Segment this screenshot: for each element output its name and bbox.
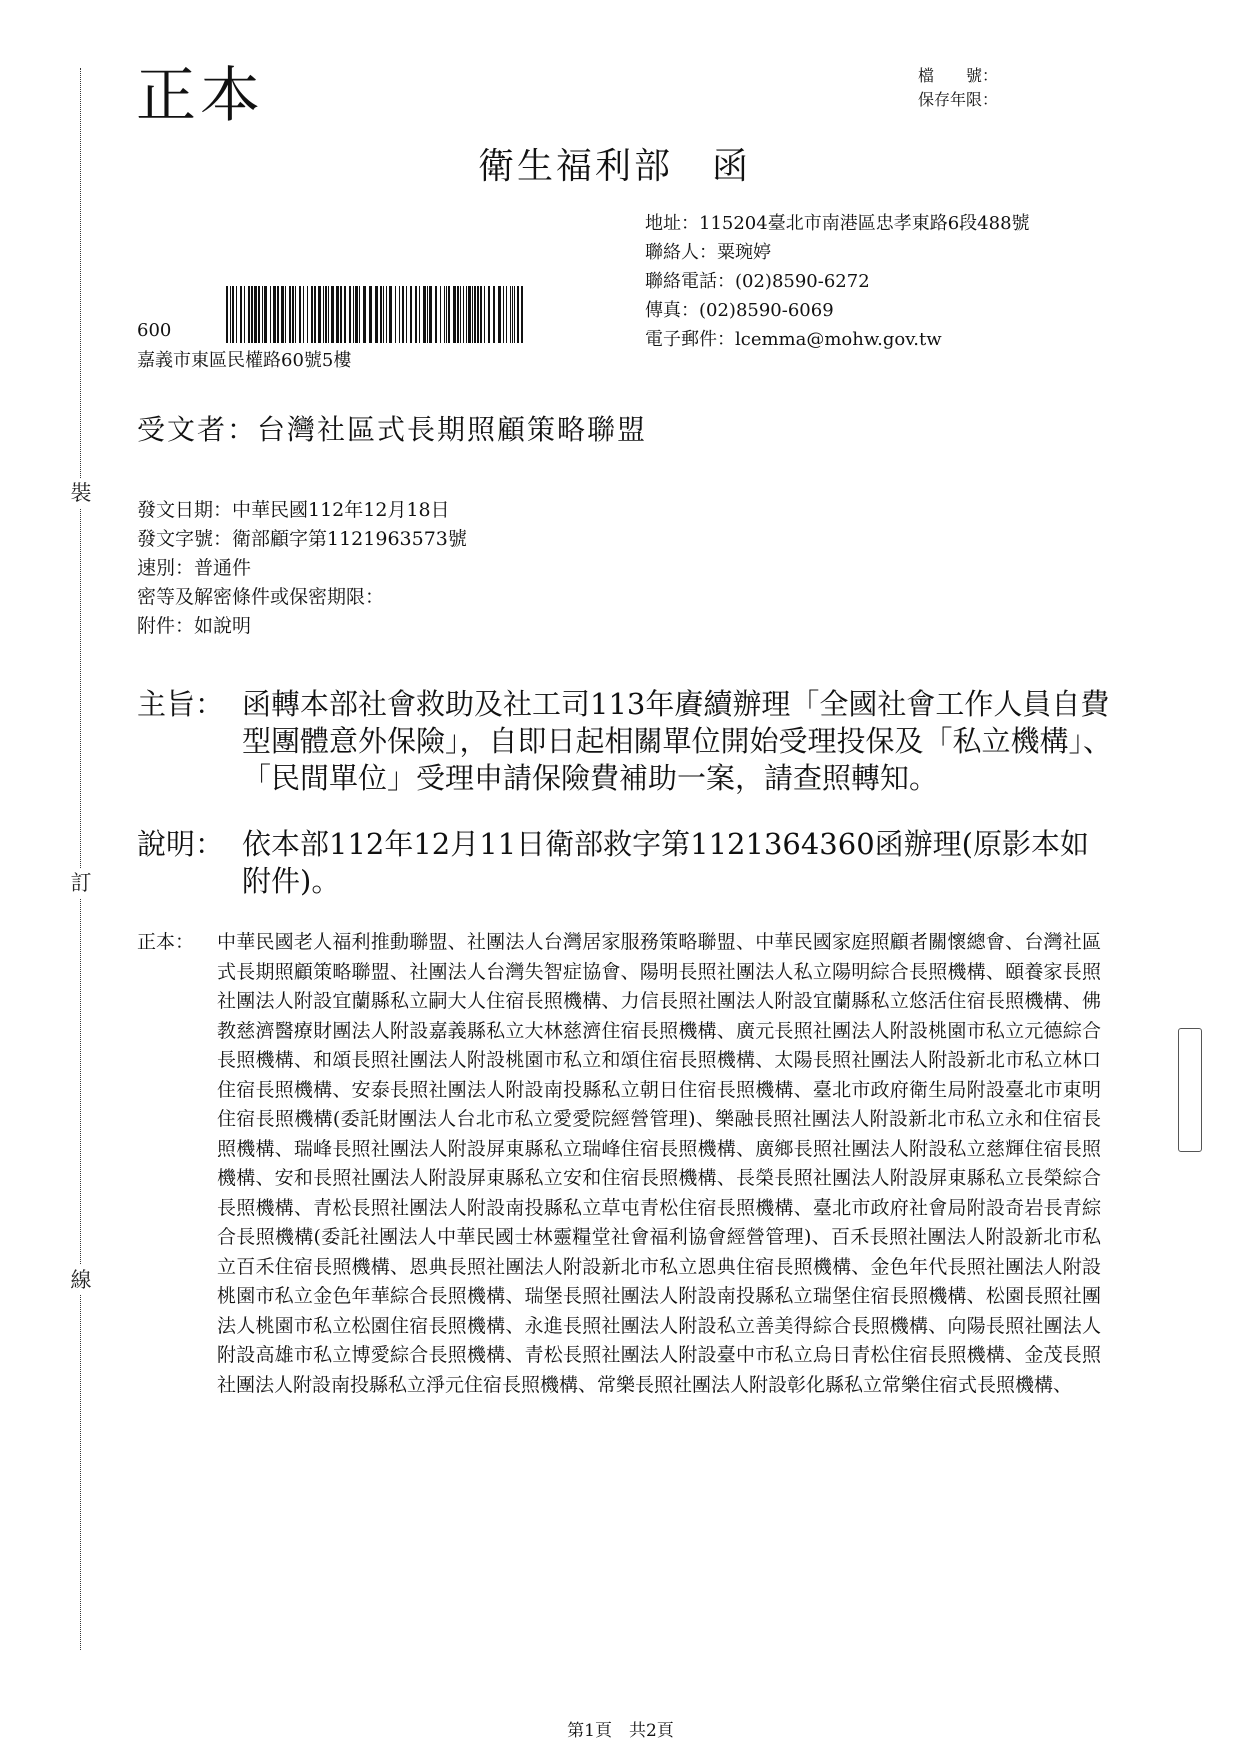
- contact-person: 聯絡人：粟琬婷: [645, 242, 771, 263]
- subject-text: 函轉本部社會救助及社工司113年賡續辦理「全國社會工作人員自費型團體意外保險」，自即日起相關單位開始受理投保及「私立機構」、「民間單位」受理申請保險費補助一案，請查照轉知。: [242, 687, 1113, 795]
- original-copy-list: 中華民國老人福利推動聯盟、社團法人台灣居家服務策略聯盟、中華民國家庭照顧者關懷總會、台灣社區式長期照顧策略聯盟、社團法人台灣失智症協會、陽明長照社團法人私立陽明綜合長照機構、頤養家長照社團法人附設宜蘭縣私立嗣大人住宿長照機構、力信長照社團法人附設宜蘭縣私立悠活住宿長照機構、佛教慈濟醫療財團法人附設嘉義縣私立大林慈濟住宿長照機構、廣元長照社團法人附設桃園市私立元德綜合長照機構、和頌長照社團法人附設桃園市私立和頌住宿長照機構、太陽長照社團法人附設新北市私立林口住宿長照機構、安泰長照社團法人附設南投縣私立朝日住宿長照機構、臺北市政府衛生局附設臺北市東明住宿長照機構(委託財團法人台北市私立愛愛院經營管理)、樂融長照社團法人附設新北市私立永和住宿長照機構、瑞峰長照社團法人附設屏東縣私立瑞峰住宿長照機構、廣鄉長照社團法人附設私立慈輝住宿長照機構、安和長照社團法人附設屏東縣私立安和住宿長照機構、長榮長照社團法人附設屏東縣私立長榮綜合長照機構、青松長照社團法人附設南投縣私立草屯青松住宿長照機構、臺北市政府社會局附設奇岩長青綜合長照機構(委託社團法人中華民國士林靈糧堂社會福利協會經營管理)、百禾長照社團法人附設新北市私立百禾住宿長照機構、恩典長照社團法人附設新北市私立恩典住宿長照機構、金色年代長照社團法人附設桃園市私立金色年華綜合長照機構、瑞堡長照社團法人附設南投縣私立瑞堡住宿長照機構、松園長照社團法人桃園市私立松園住宿長照機構、永進長照社團法人附設私立善美得綜合長照機構、向陽長照社團法人附設高雄市私立博愛綜合長照機構、青松長照社團法人附設臺中市私立烏日青松住宿長照機構、金茂長照社團法人附設南投縣私立淨元住宿長照機構、常樂長照社團法人附設彰化縣私立常樂住宿式長照機構、: [217, 931, 1101, 1396]
- retention-period-label: 保存年限：: [918, 90, 999, 109]
- copy-mark: 正本: [136, 61, 264, 131]
- page-number: 第1頁 共2頁: [567, 1721, 674, 1741]
- receipt-stamp: [1178, 1028, 1202, 1152]
- postal-code: 600: [137, 320, 172, 341]
- recipient-address: 嘉義市東區民權路60號5樓: [137, 350, 352, 371]
- binding-mark-zhuang: 裝: [67, 478, 95, 508]
- issue-date: 發文日期：中華民國112年12月18日: [137, 499, 450, 521]
- sender-address: 地址：115204臺北市南港區忠孝東路6段488號: [645, 213, 1030, 234]
- contact-email: 電子郵件：lcemma@mohw.gov.tw: [645, 329, 942, 350]
- binding-mark-xian: 線: [67, 1265, 95, 1295]
- original-copy-recipients: [137, 928, 1101, 1400]
- contact-fax: 傳真：(02)8590-6069: [645, 300, 834, 321]
- subject-section: [137, 686, 1117, 797]
- document-meta: [137, 496, 467, 641]
- agency-title: 衛生福利部 函: [478, 146, 752, 187]
- contact-block: [645, 209, 1030, 354]
- secrecy-level: 密等及解密條件或保密期限：: [137, 586, 385, 608]
- description-text: 依本部112年12月11日衛部救字第1121364360函辦理(原影本如附件)。: [242, 827, 1089, 898]
- file-number-label: 檔 號：: [918, 66, 999, 85]
- binding-line: [80, 68, 81, 1650]
- delivery-speed: 速別：普通件: [137, 557, 252, 579]
- subject-label: 主旨：: [137, 687, 225, 721]
- original-copy-label: 正本：: [137, 931, 195, 953]
- binding-mark-ding: 訂: [67, 868, 95, 898]
- description-label: 說明：: [137, 827, 225, 861]
- document-number: 發文字號：衛部顧字第1121963573號: [137, 528, 467, 550]
- barcode: [226, 286, 528, 343]
- recipient: 受文者：台灣社區式長期照顧策略聯盟: [137, 413, 648, 446]
- attachment: 附件：如說明: [137, 615, 252, 637]
- contact-phone: 聯絡電話：(02)8590-6272: [645, 271, 870, 292]
- file-meta: [918, 64, 998, 112]
- description-section: [137, 826, 1117, 900]
